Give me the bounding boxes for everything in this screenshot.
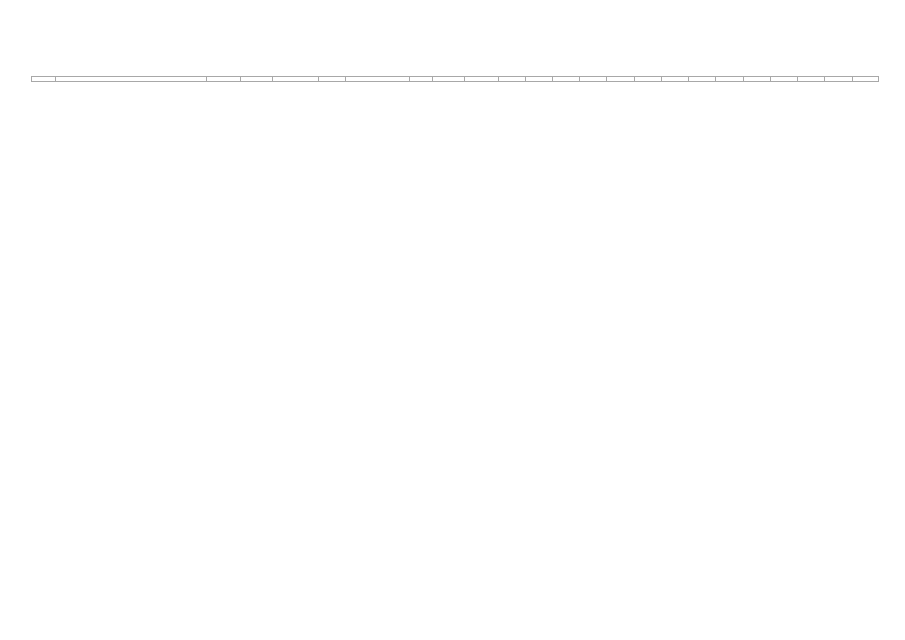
- column-header: [319, 77, 346, 82]
- column-header: [580, 77, 607, 82]
- table-header-row: [32, 77, 879, 82]
- column-header: [240, 77, 272, 82]
- column-header: [346, 77, 410, 82]
- column-header: [689, 77, 716, 82]
- column-header: [410, 77, 433, 82]
- column-header: [55, 77, 206, 82]
- column-header: [770, 77, 797, 82]
- column-header: [206, 77, 240, 82]
- column-header: [743, 77, 770, 82]
- column-header: [464, 77, 498, 82]
- column-header: [852, 77, 878, 82]
- column-header: [553, 77, 580, 82]
- column-header: [498, 77, 525, 82]
- column-header: [798, 77, 825, 82]
- column-header: [661, 77, 688, 82]
- column-header: [607, 77, 634, 82]
- column-header: [716, 77, 743, 82]
- column-header: [525, 77, 552, 82]
- column-header: [432, 77, 464, 82]
- column-header: [634, 77, 661, 82]
- column-header: [272, 77, 319, 82]
- column-header: [32, 77, 56, 82]
- column-header: [825, 77, 852, 82]
- program-indicators-table: [31, 76, 879, 636]
